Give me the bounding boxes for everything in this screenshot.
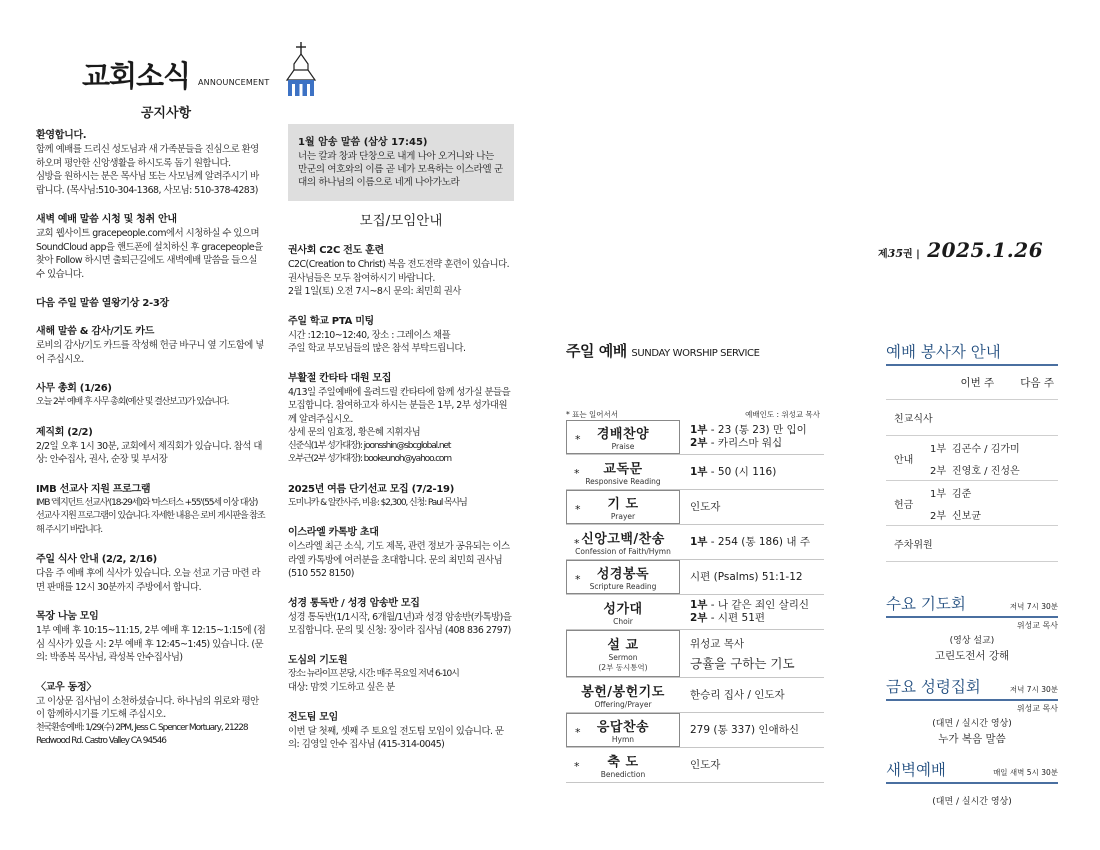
dawn-service-header: 새벽예배 매일 새벽 5시 30분 (886, 758, 1058, 784)
worship-item-name-en: Hymn (611, 735, 635, 744)
worship-order-column (566, 340, 824, 783)
worship-item-name-en: Sermon (608, 653, 638, 662)
memory-verse-text: 너는 칼과 창과 단창으로 내게 나아 오거니와 나는 만군의 여호와의 이름 곧 네가 모욕하는 이스라엘 군대의 하나님의 이름으로 네게 나아가노라 (298, 151, 503, 188)
worship-item-detail: 1부 - 50 (시 116) (690, 465, 777, 478)
worship-order-row (566, 713, 824, 748)
announcements-column (36, 40, 270, 762)
worship-order-list (566, 420, 824, 783)
standing-mark: * (575, 726, 581, 739)
worship-title-en: SUNDAY WORSHIP SERVICE (631, 348, 760, 359)
worship-order-row (566, 678, 824, 713)
worship-order-row (566, 595, 824, 630)
worship-item-detail: 인도자 (690, 500, 721, 513)
issue-date: 2025.1.26 (927, 238, 1044, 262)
worship-order-row (566, 748, 824, 783)
church-icon (284, 40, 318, 98)
page-title: 교회소식 (82, 59, 191, 93)
volunteer-row-offering: 헌금 1부 김준 2부 신보균 (886, 481, 1058, 526)
page-subtitle: ANNOUNCEMENT (198, 78, 270, 87)
recruit-item: 전도팀 모임 이번 달 첫째, 셋째 주 토요일 전도팀 모임이 있습니다. 문의: 김영일 안수 집사님 (415-314-0045) (288, 711, 504, 750)
announcement-item: 새벽 예배 말씀 시청 및 청취 안내 교회 웹사이트 gracepeople.com에서 시청하실 수 있으며 SoundCloud app을 핸드폰에 설치하신 후 gracepeople을 찾아 Follow 하시면 출퇴근길에도 새벽예배 말씀을 들으실 수 있습니다. (36, 214, 263, 280)
worship-item-name: 교독문 (603, 462, 643, 477)
worship-item-name: 성경봉독 (596, 567, 650, 582)
worship-item-name: 축 도 (607, 755, 639, 770)
recruit-item: 주일 학교 PTA 미팅 시간 :12:10~12:40, 장소 : 그레이스 채플 주일 학교 부모님들의 많은 참석 부탁드립니다. (288, 315, 466, 354)
worship-item-detail: 인도자 (690, 758, 721, 771)
memory-verse-box (288, 124, 514, 201)
announcement-item: 새해 말씀 & 감사/기도 카드 로비의 감사/기도 카드를 작성해 헌금 바구니 옆 기도함에 넣어 주십시오. (36, 326, 264, 365)
worship-item-detail: 한승리 집사 / 인도자 (690, 688, 785, 701)
volunteer-row-welcome: 친교식사 (886, 400, 1058, 436)
standing-mark: * (574, 537, 580, 550)
worship-item-name-en: Benediction (600, 770, 646, 779)
announcement-item: 목장 나눔 모임 1부 예배 후 10:15~11:15, 2부 예배 후 12:15~1:15에 (점심 식사가 있을 시: 2부 예배 후 12:45~1:45) 있습니다. (문의: 박종복 목사님, 곽성복 안수집사님) (36, 611, 266, 663)
issue-info: 제35권 | 2025.1.26 (878, 238, 1044, 262)
section-heading-notices: 공지사항 (140, 106, 192, 121)
worship-item-name-en: Scripture Reading (589, 582, 657, 591)
worship-item-name: 설 교 (607, 638, 639, 653)
announcement-item: 환영합니다. 함께 예배를 드리신 성도님과 새 가족분들을 진심으로 환영하오며 평안한 신앙생활을 하시도록 돕기 원합니다. 심방을 원하시는 분은 목사님 또는 사모님께 알려주시기 바랍니다. (목사님:510-304-1368, 사모님: 510-378-4283) (36, 130, 259, 196)
recruit-item: 2025년 여름 단기선교 모집 (7/2-19) 도미니카 & 알칸사주, 비용: $2,300, 신청: Paul 목사님 (288, 483, 467, 508)
friday-service-header: 금요 성령집회 저녁 7시 30분 (886, 675, 1058, 701)
worship-item-note: (2부 동시통역) (598, 663, 648, 672)
volunteer-row-parking: 주차위원 (886, 526, 1058, 562)
announcement-item: 사무 총회 (1/26) 오늘 2부 예배 후 사무 총회(예산 및 결산보고)가 있습니다. (36, 383, 229, 407)
announcement-item: 〈교우 동정〉 고 이상문 집사님이 소천하셨습니다. 하나님의 위로와 평안이 함께하시기를 기도해 주십시오. 천국환송예배: 1/29(수) 2PM, Jess C. Spencer Mortuary, 21228 Redwood Rd. Castro Valley CA 94546 (36, 681, 259, 746)
ministry-column: 예배 봉사자 안내 이번 주 다음 주 친교식사 안내 1부 김곤수 / 김가미 2부 진영호 / 진성은 헌금 1부 김준 2부 신보균 주차위원 수요 기도회 저녁 7시 30분 위성교 목사 (영상 설교) 고린도전서 강해 금요 성령집회 저녁 7시 30분 위성교 목사 (대면 / 실시간 영상) 누가 복음 말씀 새벽예배 매일 새벽 5시 30분 (대면 / 실시간 영상) (886, 340, 1058, 807)
worship-order-row (566, 630, 824, 678)
section-heading-recruit: 모집/모임안내 (359, 213, 443, 229)
worship-item-detail: 1부 - 23 (통 23) 만 입이 2부 - 카리스마 워십 (690, 424, 807, 449)
worship-item-detail: 1부 - 254 (통 186) 내 주 (690, 535, 810, 548)
recruit-item: 권사회 C2C 전도 훈련 C2C(Creation to Christ) 복음 전도전략 훈련이 있습니다. 권사님들은 모두 참여하시기 바랍니다. 2월 1일(토) 오전 7시~8시 문의: 최민희 권사 (288, 245, 510, 297)
worship-order-row (566, 490, 824, 525)
worship-item-name: 신앙고백/찬송 (581, 532, 665, 547)
wednesday-prayer-header: 수요 기도회 저녁 7시 30분 (886, 592, 1058, 618)
standing-mark: * (575, 573, 581, 586)
worship-item-detail: 시편 (Psalms) 51:1-12 (690, 570, 803, 583)
recruit-item: 이스라엘 카톡방 초대 이스라엘 최근 소식, 기도 제목, 관련 정보가 공유되는 이스라엘 카톡방에 여러분을 초대합니다. 문의 최민희 권사님(510 552 8150) (288, 527, 510, 579)
standing-mark: * (575, 503, 581, 516)
recruit-item: 도심의 기도원 장소: 뉴라이프 본당, 시간: 매주 목요일 저녁 6-10시 대상: 맘껏 기도하고 싶은 분 (288, 654, 459, 693)
announcement-item: 제직회 (2/2) 2/2일 오후 1시 30분, 교회에서 제직회가 있습니다. 참석 대상: 안수집사, 권사, 순장 및 부서장 (36, 426, 262, 465)
announcement-item: 다음 주일 말씀 열왕기상 2-3장 (36, 298, 169, 309)
worship-item-name-en: Praise (611, 442, 635, 451)
worship-item-name-en: Confession of Faith/Hymn (575, 547, 671, 556)
recruit-column (288, 124, 514, 765)
worship-order-row (566, 420, 824, 455)
standing-mark: * (574, 467, 580, 480)
worship-item-name: 경배찬양 (596, 427, 650, 442)
worship-item-name-en: Offering/Prayer (594, 700, 652, 709)
worship-item-name: 기 도 (607, 497, 639, 512)
worship-item-name: 성가대 (603, 602, 643, 617)
announcement-header (36, 40, 270, 102)
worship-item-detail: 279 (통 337) 인애하신 (690, 723, 800, 736)
standing-mark: * (574, 760, 580, 773)
worship-item-name-en: Prayer (610, 512, 636, 521)
announcement-item: 주일 식사 안내 (2/2, 2/16) 다음 주 예배 후에 식사가 있습니다. 오늘 선교 기금 마련 라면 판매를 12시 30분까지 주방에서 합니다. (36, 554, 261, 593)
announcement-item: IMB 선교사 지원 프로그램 IMB '레지던트 선교사'(18-29세)와 '마스터스 +55'(55세 이상 대상) 선교사 지원 프로그램이 있습니다. 자세한 내용은 로비 게시판을 참조해 주시기 바랍니다. (36, 483, 265, 535)
worship-item-detail: 1부 - 나 같은 죄인 살리신 2부 - 시편 51편 (690, 599, 810, 624)
worship-title: 주일 예배 SUNDAY WORSHIP SERVICE (566, 342, 760, 360)
worship-note: * 표는 일어서서 예배인도 : 위성교 목사 (566, 410, 820, 419)
worship-item-detail: 위성교 목사 긍휼을 구하는 기도 (690, 637, 795, 671)
recruit-item: 성경 통독반 / 성경 암송반 모집 성경 통독반(1/1시작, 6개월/1년)과 성경 암송반(카톡방)을 모집합니다. 문의 및 신청: 장이라 집사님 (408 836 2797) (288, 597, 512, 636)
worship-order-row (566, 525, 824, 560)
worship-item-name-en: Responsive Reading (585, 477, 661, 486)
volunteer-row-usher: 안내 1부 김곤수 / 김가미 2부 진영호 / 진성은 (886, 436, 1058, 481)
standing-mark: * (575, 433, 581, 446)
memory-verse-title: 1월 암송 말씀 (삼상 17:45) (298, 137, 428, 148)
worship-item-name: 봉헌/봉헌기도 (581, 685, 665, 700)
worship-order-row (566, 560, 824, 595)
worship-item-name: 응답찬송 (596, 720, 650, 735)
volunteers-title: 예배 봉사자 안내 (886, 340, 1058, 366)
recruit-item: 부활절 칸타타 대원 모집 4/13일 주일예배에 올려드릴 칸타타에 함께 성가실 분들을 모집합니다. 참여하고자 하시는 분들은 1부, 2부 성가대원께 알려주십시오. 상세 문의 임효정, 황은혜 지휘자님 신준식(1부 성가대장): joonsshin@sbcglobal.net 오부근(2부 성가대장): bookeunoh@yahoo.com (288, 372, 511, 464)
worship-item-name-en: Choir (613, 617, 633, 626)
volunteers-columns: 이번 주 다음 주 (886, 366, 1058, 400)
worship-order-row (566, 455, 824, 490)
